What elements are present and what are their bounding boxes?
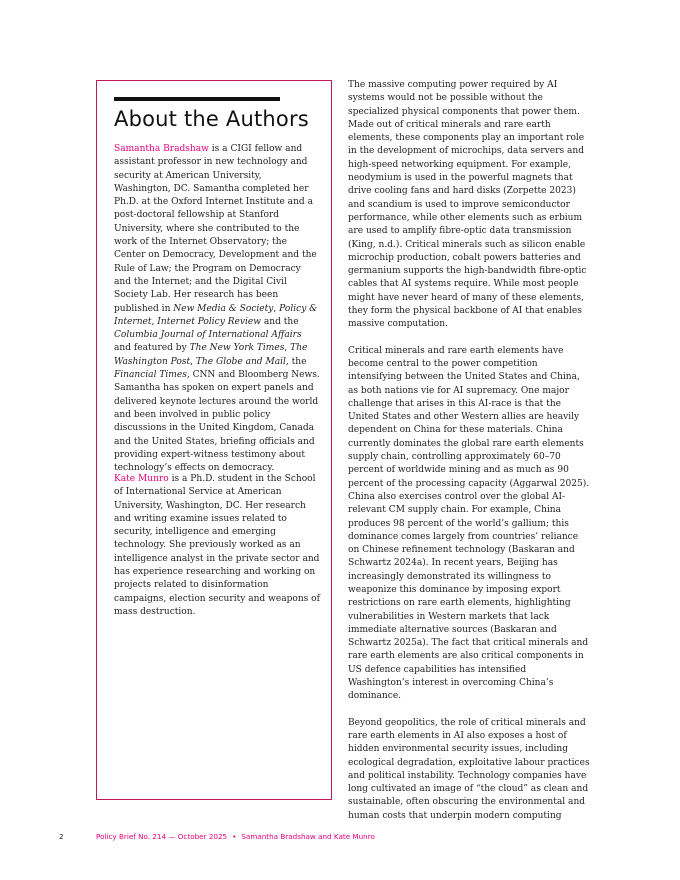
publication-title: Internet Policy Review [157,316,261,327]
publication-title: The Globe and Mail [195,356,286,367]
page-number: 2 [59,832,64,841]
bio-text: , CNN and Bloomberg News. Samantha has spoken on expert panels and delivered keynote lectures around the world and been involved in public policy discussions in the United Kingdom, Canada and the United States, briefing officials and providing expert-witness testimony about technology’s effects on democracy. [114,370,320,474]
page-footer [0,832,680,844]
bio-text: and the [260,316,299,327]
publication-title: Columbia Journal of International Affairs [114,330,302,341]
bio-text: is a Ph.D. student in the School of International Service at American University, Washington, DC. Her research and writing examine issues related to security, intelligence and emerging technology. She previously worked as an intelligence analyst in the private sector and has experience researching and working on projects related to disinformation campaigns, election security and weapons of mass destruction. [114,474,320,617]
about-authors-box [96,80,332,800]
bio-text: , [284,343,291,354]
footer-separator: • [232,832,237,841]
main-text-column [348,79,590,836]
footer-citation [96,832,375,841]
bio-text: and featured by [114,343,190,354]
bio-text: , the [285,356,307,367]
publication-title: The New York Times [189,343,285,354]
bio-text: is a CIGI fellow and assistant professor in new technology and security at American University, Washington, DC. Samantha completed her Ph.D. at the Oxford Internet Institute and a post-doctoral fellowship at Stanford University, where she contributed to the work of the Internet Observatory; the Center on Democracy, Development and the Rule of Law; the Program on Democracy and the Internet; and the Digital Civil Society Lab. Her research has been published in [114,144,317,314]
publication-title: Policy & Internet [114,303,318,327]
title-rule [114,97,280,101]
footer-authors: Samantha Bradshaw and Kate Munro [241,832,375,841]
author-bio-bradshaw [114,143,320,475]
body-paragraph: The massive computing power required by AI systems would not be possible without the specialized physical components that power them. Made out of critical minerals and rare earth elements, these components play an important role in the development of microchips, data servers and high-speed networking equipment. For example, neodymium is used in the powerful magnets that drive cooling fans and hard disks (Zorpette 2023) and scandium is used to improve semiconductor performance, while other elements such as erbium are used to amplify fibre-optic data transmission (King, n.d.). Critical minerals such as silicon enable microchip production, cobalt powers batteries and germanium supports the high-bandwidth fibre-optic cables that AI systems require. While most people might have never heard of many of these elements, they form the physical backbone of AI that enables massive computation. [348,80,587,330]
publication-title: New Media & Society [173,303,274,314]
about-authors-title: About the Authors [114,107,309,131]
author-bio-munro [114,473,320,619]
publication-title: Financial Times [114,370,187,381]
bio-text: , [151,316,158,327]
bio-text: , [190,356,196,367]
publication-title: The Washington Post [114,343,308,367]
body-paragraph: Beyond geopolitics, the role of critical minerals and rare earth elements in AI also exposes a host of hidden environmental security issues, including ecological degradation, exploitative labour practices and political instability. Technology companies have long cultivated an image of “the cloud” as clean and sustainable, often obscuring the environmental and human costs that underpin modern computing [348,717,590,821]
body-paragraph: Critical minerals and rare earth elements have become central to the power competition intensifying between the United States and China, as both nations vie for AI supremacy. One major challenge that arises in this AI-race is that the United States and other Western allies are heavily dependent on China for these materials. China currently dominates the global rare earth elements supply chain, controlling approximately 60–70 percent of worldwide mining and as much as 90 percent of the processing capacity (Aggarwal 2025). China also exercises control over the global AI-relevant CM supply chain. For example, China produces 98 percent of the world’s gallium; this dominance comes largely from countries’ reliance on Chinese refinement technology (Baskaran and Schwartz 2024a). In recent years, Beijing has increasingly demonstrated its willingness to weaponize this dominance by imposing export restrictions on rare earth elements, highlighting vulnerabilities in Western markets that lack immediate alternative sources (Baskaran and Schwartz 2025a). The fact that critical minerals and rare earth elements are also critical components in US defence capabilities has intensified Washington’s interest in overcoming China’s dominance. [348,345,590,702]
footer-series: Policy Brief No. 214 — October 2025 [96,832,228,841]
author-name-bradshaw: Samantha Bradshaw [114,144,209,154]
author-name-munro: Kate Munro [114,474,169,484]
bio-text: , [273,303,280,314]
